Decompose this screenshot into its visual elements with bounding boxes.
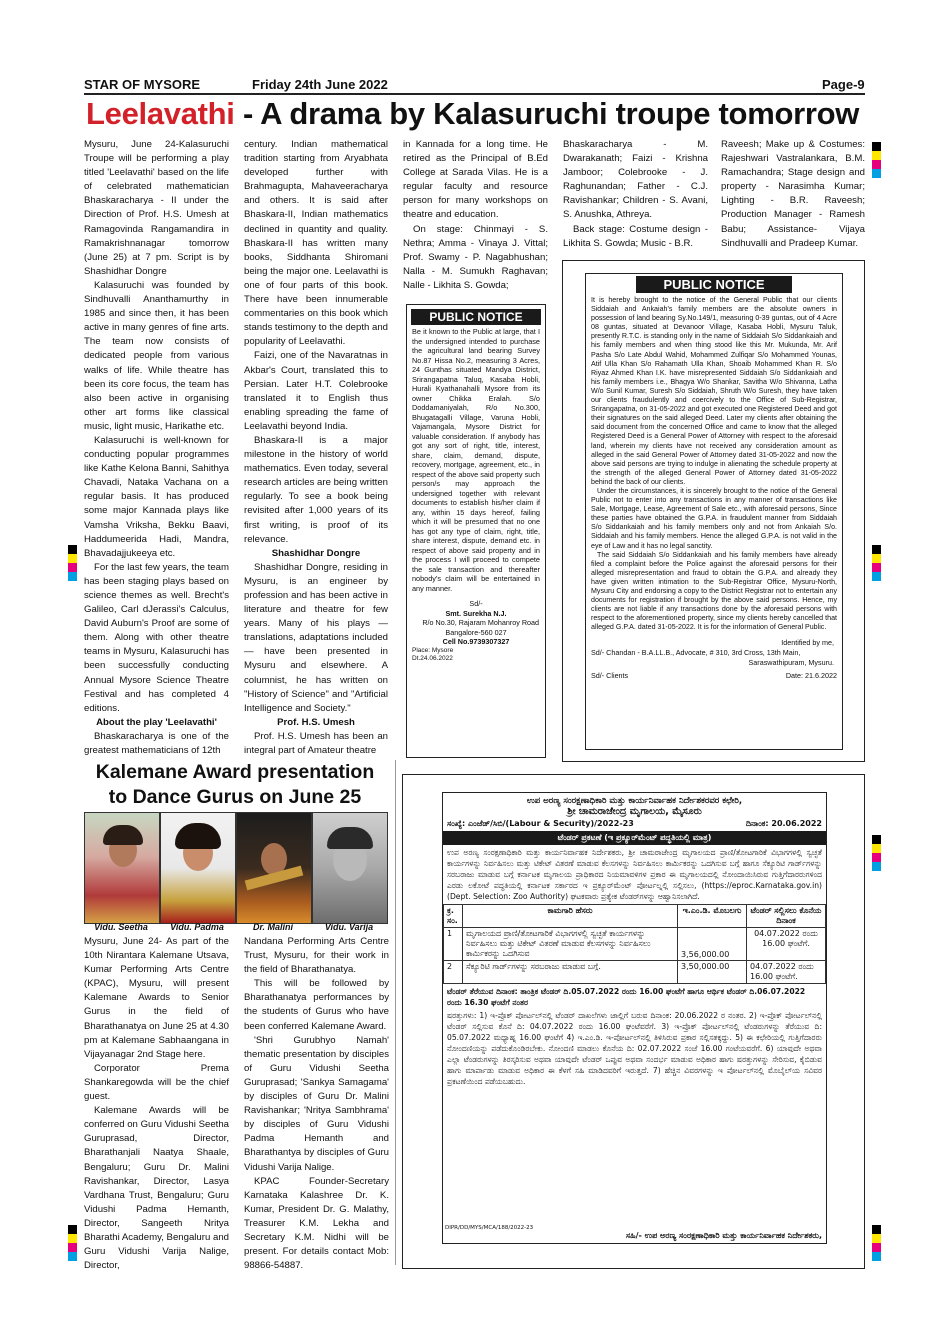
paragraph: century. Indian mathematical tradition starting from Aryabhata developed further with Brahmagupta, Mahaveeracharya and others. It is said after Bhaskara-II, Indian mathematics declined in quantity and quality. Bhaskara-II has written many books, Siddhanta Shiromani being the major one. Leelavathi is one of four parts of this book. There have been innumerable commentaries on this book which stands testimony to the depth and popularity of Leelavathi. — [244, 139, 388, 348]
advocate-address: Saraswathipuram, Mysuru. — [748, 657, 834, 667]
cell: 04.07.2022 ರಂದು 16.00 ಘಂಟೆಗೆ. — [747, 928, 826, 961]
paragraph: Nandana Performing Arts Centre Trust, Mysuru, for their work in the field of Bharathanatya. — [244, 936, 389, 976]
tender-opening: ಟೆಂಡರ್ ತೆರೆಯುವ ದಿನಾಂಕ: ತಾಂತ್ರಿಕ ಟೆಂಡರ್ ದಿ.05.07.2022 ರಂದು 16.00 ಘಂಟೆಗೆ ಹಾಗೂ ಆರ್ಥಿಕ ಟೆಂಡರ್ ದಿ.06.07.2022 ರಂದು 16.30 ಘಂಟೆಗೆ ನಂತರ — [447, 987, 806, 1007]
public-notice-title: PUBLIC NOTICE — [411, 309, 541, 325]
color-registration-bar — [872, 142, 881, 178]
paragraph: Faizi, one of the Navaratnas in Akbar's Court, translated this to Persian. Later H.T. Colebrooke translated it to English thus enabling spreading the fame of Leelavathi beyond India. — [244, 350, 388, 432]
color-registration-bar — [872, 835, 881, 871]
paragraph: Shashidhar Dongre, residing in Mysuru, is an engineer by profession and has been active in literature and theatre for few years. Many of his plays — translations, adaptations included — have been presented in Mysuru and elsewhere. A columnist, he has written on "History of Science" and "Artificial Intelligence and Society." — [244, 561, 388, 714]
article1-column-2 — [244, 138, 388, 757]
paragraph: Kalasuruchi is well-known for conducting popular programmes like Kathe Kelona Banni, Sahithya Chavadi, Nataka Vachana on a regular basis. It has produced some major Kannada plays like Vamsha Vriksha, Bekku Baavi, Haddumeerida Hadi, Mandra, Bhavadajjukeeya etc. — [84, 434, 229, 559]
tender-notice — [442, 792, 827, 1244]
masthead-rule — [84, 93, 865, 95]
public-notice-body: Be it known to the Public at large, that I the undersigned intended to purchase the agricultural land bearing Survey No.87 Hissa No.2, measuring 3 Acres, 24 Gunthas situated Mandya District, Srirangapatna Taluq, Kasaba Hobli, Hurali Kyathanahalli Mysore from its owner Chikka Eralah. S/o Doddamaniyalah, R/o No.300, Bhugatagalli Village, Varuna Hobli, Vajamangala, Mysore District for valuable consideration. If anybody has got any sort of right, title, interest, share, claim, demand, dispute, recovery, mortgage, agreement, etc., in respect of the above said property such person/s may approach the undersigned together with relevant documents to establish his/her claim if any, within 15 days hereof, failing which it will be presumed that no one has got any type of claim, right, title, share interest, dispute, demand etc. in respect of above said property and in the process I will proceed to compete the sale transaction and thereafter nobody's claim will be entertained in any manner. — [412, 327, 540, 593]
notice-paragraph: It is hereby brought to the notice of the General Public that our clients Siddaiah and Ankaiah's family members are the absolute owners in possession of land bearing Sy.No.149/1, measuring 0-39 guntas, out of 4 Acre 08 guntas, situated at Devanoor Village, Kasaba Hobli, Mysuru Taluk, presently R.T.C. is standing only in the name of Siddaiah S/o Siddankaiah and his family members and when thing stood like this Mr. Mukunda, Mr. Arif Pasha S/o Late Abdul Wahid, Mohammed Zulfiqar S/o Mohammed Younas, Atif Ulla Khan S/o Rahamath Ulla Khan, Shoaib Mohammed Khan R. S/o Riyaz Ahmed Khan I.K. have misrepresented Siddaiah S/o Siddankaiah and his family members i.e., Bhagya W/o Shankar, Savitha W/o Shivanna, Latha W/o Sunil Kumar, Suresh S/o Siddaiah, Shruth W/o Suresh, they have taken our clients fraudulently and coercively to the Office of Sub-Registrar, Srirangapatna, on 31-05-2022 and got executed one Registered Deed and got their signatures on the said alleged Deed. Later my clients after obtaining the said document from the concerned Office and came to know that the alleged Registered Deed is a General Power of Attorney with respect to the aforesaid land, wherein my clients have not received any consideration amount as alleged in the said General Power of Attorney dated 31-05-2022 and now the above said persons are trying to indulge in alienating the schedule property at the strength of the alleged General Power of Attorney dated 31-05-2022 behind the back of our clients. — [591, 296, 837, 486]
paragraph: Corporator Prema Shankaregowda will be the chief guest. — [84, 1062, 229, 1103]
paragraph: Kalemane Awards will be conferred on Guru Vidushi Seetha Guruprasad, Director, Bharathanjali Naatya Shaale, Bengaluru; Guru Dr. Malini Ravishankar, Director, Lasya Vardhana Trust, Bengaluru; Guru Vidushi Padma Hemanth, Director, Sangeeth Nritya Bharathi Academy, Bengaluru and Guru Vidushi Varija Nalige, Director, — [84, 1105, 229, 1272]
signature: Sd/- — [469, 599, 483, 608]
photo-caption: Vidu. Varija — [324, 922, 374, 932]
table-header — [444, 905, 826, 928]
address-line: R/o No.30, Rajaram Mohanroy Road — [422, 618, 539, 628]
cell: 1 — [444, 928, 463, 961]
paragraph: Mysuru, June 24-Kalasuruchi Troupe will be performing a play titled 'Leelavathi' based on the life of celebrated mathematician Bhaskaracharya - II under the Direction of Prof. H.S. Umesh at Ramagovinda Rangamandira in Ramakrishnanagar tomorrow (June 25) at 7 pm. Script is by Shashidhar Dongre — [84, 139, 229, 277]
cell: ಸೆಕ್ಯೂರಿಟಿ ಗಾರ್ಡ್‌ಗಳನ್ನು ಸರಬರಾಜು ಮಾಡುವ ಬಗ್ಗೆ. — [463, 961, 678, 984]
photo-caption: Vidu. Padma — [170, 922, 224, 932]
paragraph: On stage: Chinmayi - S. Nethra; Amma - Vinaya J. Vittal; Prof. Swamy - P. Nagabhushan; Nalla - M. Sumukh Raghavan; Nalle - Likhita S. Gowda; — [403, 223, 548, 291]
issue-date: Friday 24th June 2022 — [252, 77, 388, 92]
tender-conditions: ಷರತ್ತುಗಳು: 1) ಇ-ಪ್ರೊಕ್ ಪೋರ್ಟಲ್‌ನಲ್ಲಿ ಟೆಂಡರ್ ದಾಖಲೆಗಳು ಜಾಲ್ಲಿಗೆ ಬರುವ ದಿನಾಂಕ: 20.06.2022 ರ ನಂತರ. 2) ಇ-ಪ್ರೊಕ್ ಪೋರ್ಟಲ್‌ನಲ್ಲಿ ಟೆಂಡರ್ ಸಲ್ಲಿಸುವ ಕೊನೆ ದಿ: 04.07.2022 ರಂದು 16.00 ಘಂಟೆವರೆಗೆ. 3) ಇ-ಪ್ರೊಕ್ ಪೋರ್ಟಲ್‌ನಲ್ಲಿ ಟೆಂಡರುಗಳನ್ನು ತೆರೆಯುವ ದಿ: 05.07.2022 ಮಧ್ಯಾಹ್ನ 16.00 ಘಂಟೆಗೆ 4) ಇ.ಎಂ.ಡಿ. ಇ-ಪೋರ್ಟಲ್‌ನಲ್ಲಿ ತಿಳಿಸಿರುವ ಪ್ರಕಾರ ಸಲ್ಲಿಸತಕ್ಕದ್ದು. 5) ಈ ಕಛೇರಿಯಲ್ಲಿ ಗುತ್ತಿಗೆದಾರರು ನೋಂದಣಿಯನ್ನು ಪಡೆದುಕೊಂಡಿರಬೇಕು. ನೋಂದಣಿ ಮಾಡಲು ಕೊನೆಯ ದಿ: 02.07.2022 ಸಂಜೆ 16.00 ಗಂಟೆಯವರೆಗೆ. 6) ಯಾವುದೇ ಅಥವಾ ಎಲ್ಲಾ ಟೆಂಡರುಗಳನ್ನು ತಿರಸ್ಕರಿಸುವ ಅಥವಾ ಯಾವುದೇ ಟೆಂಡರ್ ಒಪ್ಪುವ ಅಥವಾ ಸಂದರ್ಭ ಮಾಡುವ ಅಧಿಕಾರ ಹಾಗು ಷರತ್ತುಗಳನ್ನು ಸೇರಿಸುವ, ಕೈಬಿಡುವ ಹಾಗು ಮಾರ್ಪಾಡು ಮಾಡುವ ಅಧಿಕಾರ ಈ ಕೆಳಗೆ ಸಹಿ ಮಾಡಿದವರಿಗೆ ಇರುತ್ತದೆ. 7) ಹೆಚ್ಚಿನ ವಿವರಗಳನ್ನು ಇ ಪೋರ್ಟಲ್‌ನಲ್ಲಿ ಮೊಬೈಲ್‌ಯ ಸವಿವರ ಪ್ರಕಟಣೆಯಿಂದ ಪಡೆಯಬಹುದು. — [447, 1011, 822, 1086]
tender-intro: ಉಪ ಅರಣ್ಯ ಸಂರಕ್ಷಣಾಧಿಕಾರಿ ಮತ್ತು ಕಾರ್ಯನಿರ್ವಾಹಕ ನಿರ್ದೇಶಕರು, ಶ್ರೀ ಚಾಮರಾಜೇಂದ್ರ ಮೃಗಾಲಯದ ಪ್ರಾಣಿ/ತೋಟಗಾರಿಕೆ ವಿಭಾಗಗಳಲ್ಲಿ ಸ್ವಚ್ಛತೆ ಕಾರ್ಯಗಳನ್ನು ನಿರ್ವಹಿಸಲು ಮತ್ತು ಟಿಕೇಟ್ ವಿತರಣೆ ಮಾಡುವ ಕೆಲಸಗಳನ್ನು ನಿರ್ವಹಿಸಲು ಕಾರ್ಮಿಕರನ್ನು ಒದಗಿಸುವ ಬಗ್ಗೆ ಹಾಗೂ ಸೆಕ್ಯೂರಿಟಿ ಗಾರ್ಡ್‌ಗಳನ್ನು ಸರಬರಾಜು ಮಾಡುವ ಬಗ್ಗೆ ಕರ್ನಾಟಕ ಮೃಗಾಲಯ ಪ್ರಾಧಿಕಾರದ ನಿಯಮಾವಳಿಗಳ ಪ್ರಕಾರ ಈ ಮೃಗಾಲಯದಲ್ಲಿ ನೋಂದಾಯಿಸಿರುವ ಗುತ್ತಿಗೆದಾರರುಗಳಿಂದ ಎರಡು ಲಕೋಟೆ ಪದ್ಧತಿಯಲ್ಲಿ ಕರ್ನಾಟಕ ಸರ್ಕಾರದ ಇ ಪ್ರಕ್ಯೂರ್‌ಮೆಂಟ್ ಪೋರ್ಟಲ್ನಲ್ಲಿ ಸಲ್ಲಿಸಲು, (https://eproc.Karnataka.gov.in) (Dept. Selection: Zoo Authority) ಘಟಕವಾರು ಪ್ರತ್ಯೇಕ ಟೆಂಡರ್‌ಗಳನ್ನು ಆಹ್ವಾನಿಸಲಾಗಿದೆ. — [447, 848, 822, 901]
tender-ref: ಸಂಖ್ಯೆ: ಎಂಜೆಡ್/ಸಿಬಿ/(Labour & Security)/2022-23 — [447, 819, 634, 828]
article1-column-3 — [403, 138, 548, 298]
color-registration-bar — [872, 545, 881, 581]
photo-caption: Vidu. Seetha — [94, 922, 148, 932]
headline-leelavathi: Leelavathi - A drama by Kalasuruchi troupe tomorrow — [86, 96, 860, 131]
headline-line: Kalemane Award presentation — [95, 761, 375, 783]
color-registration-bar — [68, 1225, 77, 1261]
photo-caption: Dr. Malini — [252, 922, 293, 932]
paragraph: This will be followed by Bharathanatya performances by the students of Gurus who have been conferred Kalemane Award. — [244, 978, 389, 1032]
notice-paragraph: The said Siddaiah S/o Siddankaiah and his family members have already filed a complaint before the Police against the aforesaid persons for their alleged misrepresentation and fraud to obtain the G.P.A. and already they have given written intimation to the Sub-Registrar Office, Mysuru-North, Mysuru City and endorsing a copy to the District Registrar not to entertain any documents for registration if brought by the above said persons. Hence, my clients are not liable if any transactions done by the aforesaid persons with respect to the aforementioned property, since my clients hereby cancelled that alleged G.P.A. dated 31-05-2022. It is for the information of General Public. — [591, 550, 837, 632]
public-notice-large — [585, 273, 843, 750]
table-row — [444, 961, 826, 984]
header-cell: ಕ್ರ. ಸಂ. — [444, 905, 463, 928]
tender-subtitle: ಟೆಂಡರ್ ಪ್ರಕಟಣೆ (ಇ ಪ್ರಕ್ಯೂರ್‌ಮೆಂಟ್ ಪದ್ಧತಿಯಲ್ಲಿ ಮಾತ್ರ) — [443, 831, 826, 845]
public-notice-title: PUBLIC NOTICE — [636, 276, 792, 293]
tender-office-place: ಶ್ರೀ ಚಾಮರಾಜೇಂದ್ರ ಮೃಗಾಲಯ, ಮೈಸೂರು — [567, 806, 702, 817]
header-cell: ಇ.ಎಂ.ಡಿ. ಮೊಬಲಗು — [678, 905, 747, 928]
color-registration-bar — [872, 1225, 881, 1261]
paragraph: Bhaskaracharya is one of the greatest mathematicians of 12th — [84, 730, 229, 757]
paragraph: Raveesh; Make up & Costumes: Rajeshwari Vastralankara, B.M. Ramachandra; Stage design and property - Narasimha Kumar; Lighting - B.R. Raveesh; Production Manager - Ramesh Babu; Assistance- Vijaya Sindhuvalli and Pradeep Kumar. — [721, 139, 865, 249]
dipr-code: DIPR/DD/MYS/MCA/188/2022-23 — [445, 1225, 534, 1231]
headline-line: to Dance Gurus on June 25 — [108, 786, 362, 808]
subheading: About the play 'Leelavathi' — [96, 716, 217, 728]
article2-column-2 — [244, 935, 389, 1272]
column-rule — [395, 760, 396, 1265]
cell: 2 — [444, 961, 463, 984]
header-cell: ಕಾಮಗಾರಿ ಹೆಸರು — [463, 905, 678, 928]
tender-date: ದಿನಾಂಕ: 20.06.2022 — [745, 819, 822, 828]
notice-date: Date: 21.6.2022 — [785, 671, 837, 681]
tender-signature: ಸಹಿ/- ಉಪ ಅರಣ್ಯ ಸಂರಕ್ಷಣಾಧಿಕಾರಿ ಮತ್ತು ಕಾರ್ಯನಿರ್ವಾಹಕ ನಿರ್ದೇಶಕರು, — [625, 1231, 822, 1240]
subheading: Prof. H.S. Umesh — [277, 716, 355, 728]
tender-ref-row — [443, 817, 826, 831]
paragraph: Bhaskara-II is a major milestone in the history of world mathematics. Even today, several research articles are being written regularly. To see a book being revisited after 1,000 years of its first writing, is proof of its relevance. — [244, 434, 388, 545]
page-number: Page-9 — [822, 77, 865, 92]
subheading: Shashidhar Dongre — [271, 547, 361, 559]
paragraph: Mysuru, June 24- As part of the 10th Nirantara Kalemane Utsava, Kumar Performing Arts Centre (KPAC), Mysuru, will present Kalemane Awards to Senior Gurus in the field of Bharathanatya on June 25 at 4.30 pm at Kalemane Sabhaangana in Vijayanagar 2nd Stage here. — [84, 936, 229, 1060]
photo-malini — [236, 812, 312, 924]
paragraph: For the last few years, the team has been staging plays based on science themes as well. Brecht's Galileo, Carl dJerassi's Calculus, David Auburn's Proof are some of them. Along with other theatre teams in Mysuru, Kalasuruchi has been successfully conducting Annual Mysore Science Theatre Festival and has completed 4 editions. — [84, 561, 229, 714]
article1-column-5 — [721, 138, 865, 253]
paragraph: Bhaskaracharya - M. Dwarakanath; Faizi - Krishna Jamboor; Colebrooke - J. Raghunandan; Father - C.J. Ravishankar; Children - S. Avani, S. Anushka, Athreya. — [563, 139, 708, 221]
paragraph: KPAC Founder-Secretary Karnataka Kalashree Dr. K. Kumar, President Dr. G. Malathy, Treasurer K.M. Lekha and Secretary K.M. Nidhi will be present. For details contact Mob: 98866-54887. — [244, 1175, 389, 1272]
headline-kalemane — [84, 760, 386, 810]
paragraph: Back stage: Costume design - Likhita S. Gowda; Music - B.R. — [563, 223, 708, 249]
paragraph: 'Shri Gurubhyo Namah' thematic presentation by disciples of Guru Vidushi Seetha Guruprasad; 'Sankya Samagama' by disciples of Guru Dr. Malini Ravishankar; 'Nritya Sambhrama' by disciples of Guru Vidushi Padma Hemanth and Bharathantya by disciples of Guru Vidushi Varija Nalige. — [244, 1034, 389, 1173]
color-registration-bar — [68, 545, 77, 581]
cell: 3,50,000.00 — [678, 961, 747, 984]
paragraph: Kalasuruchi was founded by Sindhuvalli Ananthamurthy in 1985 and since then, it has been active in many genres of fine arts. The team now consists of dedicated people from various walks of life. While theatre has been its core focus, the team has also been active in organising other art forms like classical music, light music, Harikathe etc. — [84, 279, 229, 432]
article1-column-4 — [563, 138, 708, 253]
article2-column-1 — [84, 935, 229, 1272]
cell: ಮೃಗಾಲಯದ ಪ್ರಾಣಿ/ತೋಟಗಾರಿಕೆ ವಿಭಾಗಗಳಲ್ಲಿ ಸ್ವಚ್ಛತೆ ಕಾರ್ಯಗಳನ್ನು ನಿರ್ವಹಿಸಲು ಮತ್ತು ಟಿಕೇಟ್ ವಿತರಣೆ ಮಾಡುವ ಕೆಲಸಗಳನ್ನು ನಿರ್ವಹಿಸಲು ಕಾರ್ಮಿಕರನ್ನು ಒದಗಿಸುವ — [463, 928, 678, 961]
public-notice-small — [406, 304, 546, 758]
notice-footer — [586, 667, 842, 681]
paragraph: Prof. H.S. Umesh has been an integral part of Amateur theatre — [244, 730, 388, 757]
header-cell: ಟೆಂಡರ್ ಸಲ್ಲಿಸಲು ಕೊನೆಯ ದಿನಾಂಕ — [747, 905, 826, 928]
newspaper-name: STAR OF MYSORE — [84, 77, 201, 92]
address-line: Bangalore-560 027 — [445, 627, 507, 637]
tender-table — [443, 904, 826, 984]
tender-office: ಉಪ ಅರಣ್ಯ ಸಂರಕ್ಷಣಾಧಿಕಾರಿ ಮತ್ತು ಕಾರ್ಯನಿರ್ವಾಹಕ ನಿರ್ದೇಶಕರವರ ಕಛೇರಿ, — [526, 796, 743, 806]
photo-padma — [160, 812, 236, 924]
cell: 04.07.2022 ರಂದು 16.00 ಘಂಟೆಗೆ. — [747, 961, 826, 984]
cell: 3,56,000.00 — [678, 928, 747, 961]
place: Place: Mysore — [412, 646, 454, 654]
table-row — [444, 928, 826, 961]
notice-date: Dt.24.06.2022 — [412, 654, 453, 662]
signatory-name: Smt. Surekha N.J. — [445, 608, 507, 618]
photo-varija — [312, 812, 388, 924]
notice-paragraph: Under the circumstances, it is sincerely brought to the notice of the General Public not to enter into any transactions in any manner of transactions like Sale, Mortgage, Lease, Agreement of Sale etc., with aforesaid persons, Since these parties have obtained the G.P.A. in fraudulent manner from Siddaiah S/o Siddankaiah and his family members only and not from Ankaiah S/o. Siddaiah and his family members. Hence the alleged G.P.A. is not valid in the eye of Law and it has no legal sanctity. — [591, 486, 837, 550]
advocate-signature: Sd/- Chandan - B.A.LL.B., Advocate, # 310, 3rd Cross, 13th Main, — [591, 648, 801, 658]
cell-number: Cell No.9739307327 — [442, 637, 510, 647]
identified-by: Identified by me, — [781, 638, 834, 648]
photo-seetha — [84, 812, 160, 924]
article1-column-1 — [84, 138, 229, 757]
paragraph: in Kannada for a long time. He retired as the Principal of B.Ed College at Sarada Vilas. He is a regular faculty and resource person for many workshops on theatre and education. — [403, 139, 548, 221]
clients-signature: Sd/- Clients — [591, 671, 629, 681]
